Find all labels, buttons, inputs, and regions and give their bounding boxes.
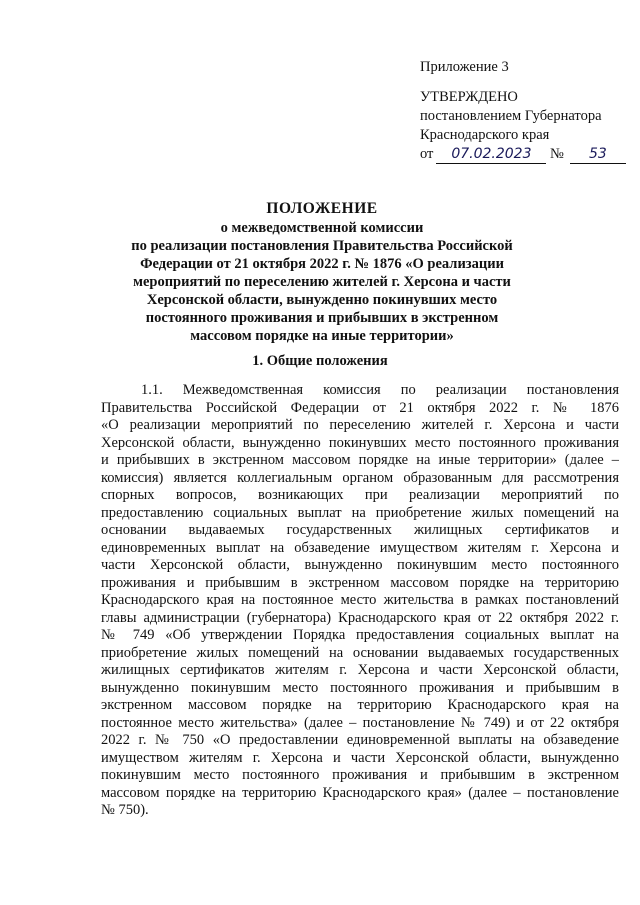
approval-date-number-line <box>420 145 620 164</box>
body-line: проживания и прибывшим в экстренном массовом порядке на территорию <box>101 574 619 591</box>
handwritten-date: 07.02.2023 <box>436 146 546 164</box>
body-line: 2022 г. № 750 «О предоставлении единовременной выплаты на обзаведение <box>101 732 619 748</box>
approved-label: УТВЕРЖДЕНО <box>420 89 518 105</box>
appendix-label: Приложение 3 <box>420 59 509 75</box>
body-line: Херсонской области, вынужденно покинувших место постоянного проживания <box>101 434 619 451</box>
title-line: мероприятий по переселению жителей г. Херсона и части <box>133 274 511 290</box>
title-line: по реализации постановления Правительства Российской <box>131 238 513 254</box>
body-line: № 750). <box>101 802 149 818</box>
body-line: предоставлению социальных выплат на приобретение жилых помещений на <box>101 504 619 521</box>
document-title: ПОЛОЖЕНИЕ <box>266 200 378 217</box>
body-line: вынужденно покинувшим место постоянного проживания и прибывшим в <box>101 679 619 696</box>
document-title-block <box>100 200 544 345</box>
title-line: постоянного проживания и прибывших в экстренном <box>145 310 499 326</box>
body-line: главы администрации (губернатора) Краснодарского края от 22 октября 2022 г. <box>101 609 619 626</box>
date-prefix: от <box>420 146 434 162</box>
body-paragraph <box>101 382 619 820</box>
section-heading: 1. Общие положения <box>252 353 388 369</box>
body-line: единовременных выплат на обзаведение имуществом жителям г. Херсона и <box>101 539 619 556</box>
body-line: и прибывших в экстренном массовом порядке на иные территории» (далее – <box>101 452 619 468</box>
body-line: экстренном массовом порядке на территорию Краснодарского края на <box>101 697 619 713</box>
body-line: спорных вопросов, возникающих при реализации мероприятий по <box>101 487 619 503</box>
body-line: приобретение жилых помещений на основании выдаваемых государственных <box>101 644 619 661</box>
title-line: Херсонской области, вынужденно покинувших место <box>146 292 498 308</box>
title-line: Федерации от 21 октября 2022 г. № 1876 «О реализации <box>140 256 504 272</box>
body-line: имуществом жителям г. Херсона и части Херсонской области, вынужденно <box>101 749 619 766</box>
body-line: Правительства Российской Федерации от 21 октября 2022 г. № 1876 <box>101 399 619 416</box>
title-line: о межведомственной комиссии <box>220 220 424 236</box>
body-line: комиссия) является коллегиальным органом образованным для рассмотрения <box>101 469 619 486</box>
number-prefix: № <box>550 146 564 162</box>
approval-stamp <box>420 58 620 164</box>
body-line: части Херсонской области, вынужденно покинувшим место постоянного <box>101 557 619 573</box>
body-line: 1.1. Межведомственная комиссия по реализации постановления <box>141 382 619 398</box>
approved-by-line-2: Краснодарского края <box>420 127 550 143</box>
body-line: массовом порядке на территорию Краснодарского края» (далее – постановление <box>101 784 619 801</box>
body-line: покинувшим место постоянного проживания и прибывшим в экстренном <box>101 767 619 783</box>
handwritten-number: 53 <box>570 146 626 164</box>
title-line: массовом порядке на иные территории» <box>190 328 454 344</box>
body-line: «О реализации мероприятий по переселению жителей г. Херсона и части <box>101 417 619 433</box>
approved-by-line-1: постановлением Губернатора <box>420 108 602 124</box>
body-line: Краснодарского края на постоянное место жительства в рамках постановлений <box>101 592 619 608</box>
body-line: № 749 «Об утверждении Порядка предоставления социальных выплат на <box>101 627 619 643</box>
body-line: постоянное место жительства» (далее – постановление № 749) и от 22 октября <box>101 714 619 731</box>
body-line: основании выдаваемых государственных жилищных сертификатов и <box>101 522 619 538</box>
body-line: жилищных сертификатов жителям г. Херсона и части Херсонской области, <box>101 662 619 678</box>
